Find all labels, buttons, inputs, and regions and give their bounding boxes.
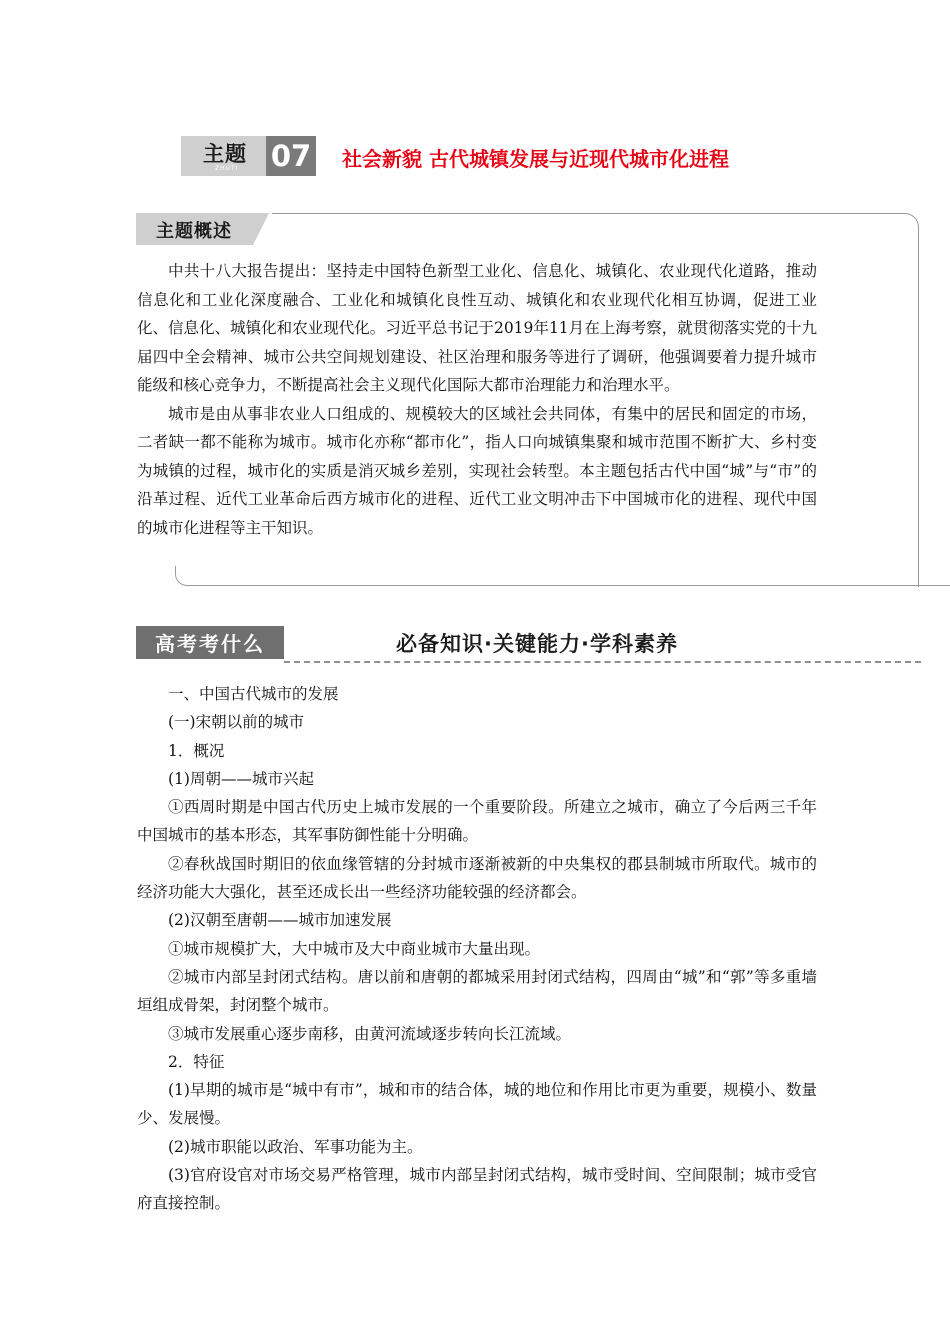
main-content bbox=[137, 680, 817, 1218]
content-paragraph: ①城市规模扩大，大中城市及大中商业城市大量出现。 bbox=[168, 939, 541, 958]
topic-label: 主题 bbox=[203, 142, 247, 166]
exam-section-bar bbox=[136, 626, 921, 662]
point-heading: 1．概况 bbox=[168, 741, 225, 760]
content-paragraph: (1)早期的城市是“城中有市”，城和市的结合体，城的地位和作用比市更为重要，规模小、数量少、发展慢。 bbox=[137, 1081, 817, 1128]
topic-pinyin: ZHUTI bbox=[215, 165, 239, 172]
overview-frame-bottom bbox=[175, 566, 950, 586]
topic-header bbox=[181, 136, 316, 176]
topic-number: 07 bbox=[266, 136, 316, 176]
topic-label-box bbox=[181, 136, 266, 176]
content-paragraph: ②城市内部呈封闭式结构。唐以前和唐朝的都城采用封闭式结构，四周由“城”和“郭”等多重墙垣组成骨架，封闭整个城市。 bbox=[137, 967, 817, 1015]
overview-paragraph: 城市是由从事非农业人口组成的、规模较大的区域社会共同体，有集中的居民和固定的市场，二者缺一都不能称为城市。城市化亦称“都市化”，指人口向城镇集聚和城市范围不断扩大、乡村变为城镇的过程，城市化的实质是消灭城乡差别，实现社会转型。本主题包括古代中国“城”与“市”的沿革过程、近代工业革命后西方城市化的进程、近代工业文明冲击下中国城市化的进程、现代中国的城市化进程等主干知识。 bbox=[137, 404, 817, 537]
overview-tab bbox=[136, 213, 272, 245]
content-paragraph: ①西周时期是中国古代历史上城市发展的一个重要阶段。所建立之城市，确立了今后两三千年中国城市的基本形态，其军事防御性能十分明确。 bbox=[137, 798, 817, 845]
section-heading: 一、中国古代城市的发展 bbox=[168, 685, 339, 703]
content-paragraph: ②春秋战国时期旧的依血缘管辖的分封城市逐渐被新的中央集权的郡县制城市所取代。城市的经济功能大大强化，甚至还成长出一些经济功能较强的经济都会。 bbox=[137, 854, 817, 902]
exam-tab: 高考考什么 bbox=[136, 626, 284, 659]
overview-paragraph: 中共十八大报告提出：坚持走中国特色新型工业化、信息化、城镇化、农业现代化道路，推动信息化和工业化深度融合、工业化和城镇化良性互动、城镇化和农业现代化相互协调，促进工业化、信息化、城镇化和农业现代化。习近平总书记于2019年11月在上海考察，就贯彻落实党的十九届四中全会精神、城市公共空间规划建设、社区治理和服务等进行了调研，他强调要着力提升城市能级和核心竞争力，不断提高社会主义现代化国际大都市治理能力和治理水平。 bbox=[137, 262, 817, 394]
section-divider bbox=[284, 661, 921, 663]
exam-motto: 必备知识·关键能力·学科素养 bbox=[396, 632, 678, 656]
content-paragraph: (3)官府设官对市场交易严格管理，城市内部呈封闭式结构，城市受时间、空间限制；城市受官府直接控制。 bbox=[137, 1166, 817, 1213]
content-paragraph: ③城市发展重心逐步南移，由黄河流域逐步转向长江流域。 bbox=[168, 1024, 572, 1043]
content-paragraph: (2)城市职能以政治、军事功能为主。 bbox=[168, 1137, 423, 1156]
topic-title: 社会新貌 古代城镇发展与近现代城市化进程 bbox=[342, 147, 729, 171]
overview-body bbox=[137, 257, 817, 542]
point-heading: 2．特征 bbox=[168, 1052, 225, 1071]
subpoint-heading: (2)汉朝至唐朝——城市加速发展 bbox=[168, 911, 392, 930]
overview-heading: 主题概述 bbox=[156, 221, 232, 242]
subsection-heading: (一)宋朝以前的城市 bbox=[168, 713, 305, 732]
subpoint-heading: (1)周朝——城市兴起 bbox=[168, 769, 314, 788]
